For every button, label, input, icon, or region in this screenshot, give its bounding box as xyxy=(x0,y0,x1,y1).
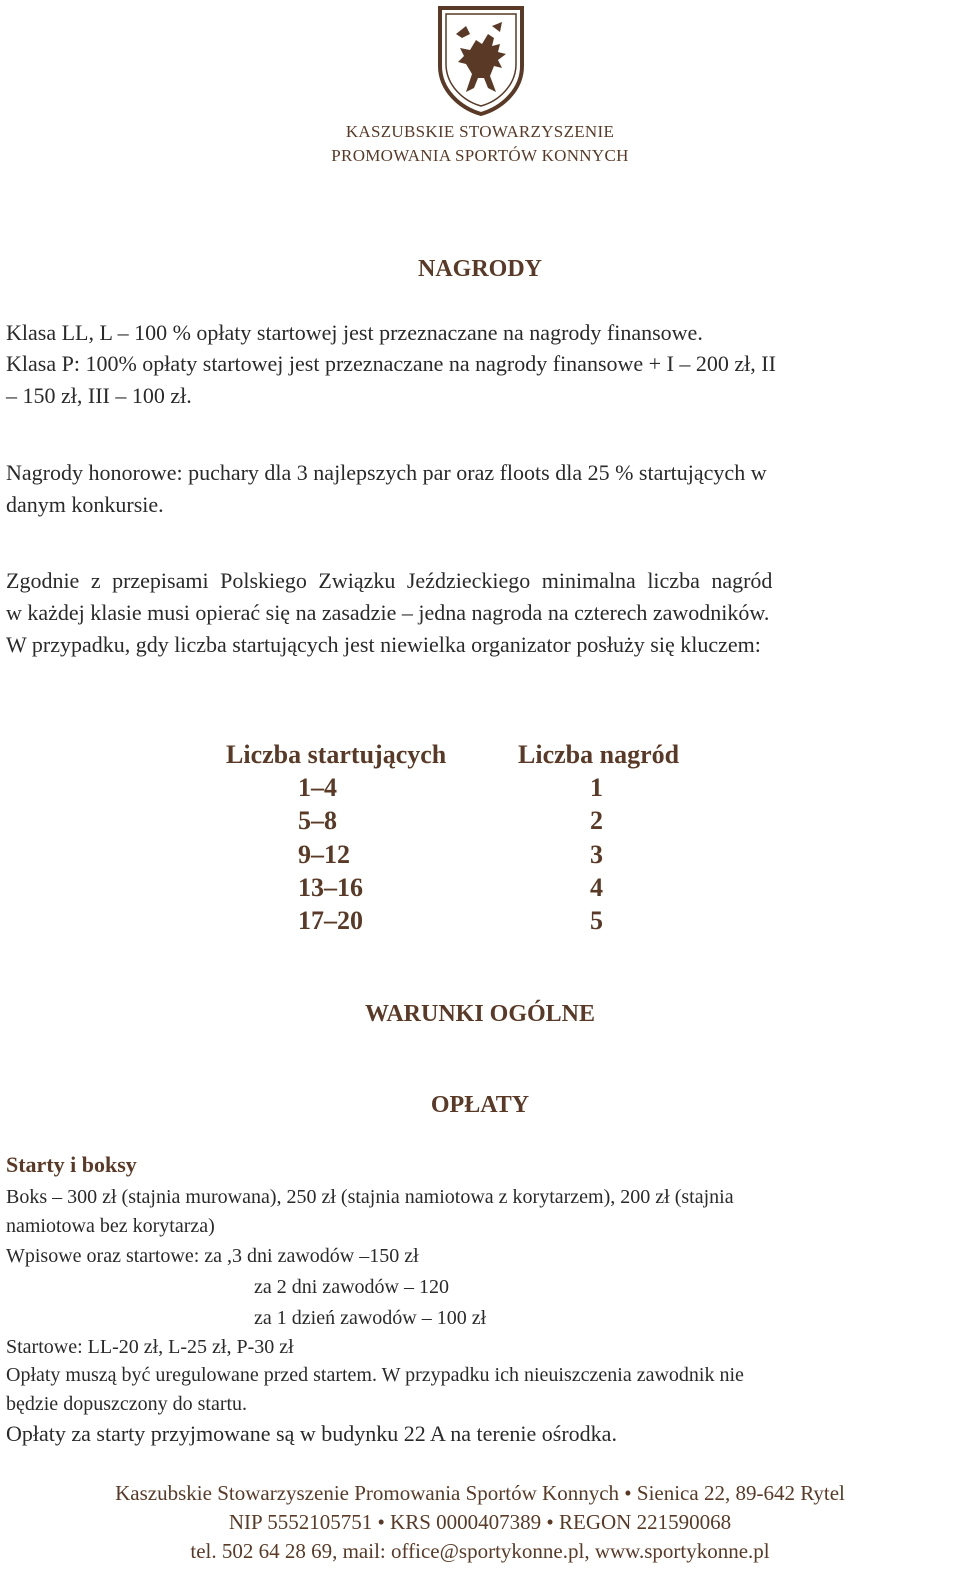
warunki-heading: WARUNKI OGÓLNE xyxy=(364,1001,596,1027)
footer-address: Kaszubskie Stowarzyszenie Promowania Sportów Konnych • Sienica 22, 89-642 Rytel xyxy=(115,1481,845,1505)
org-name-line-1: KASZUBSKIE STOWARZYSZENIE xyxy=(345,122,615,141)
table-row-prizes: 4 xyxy=(590,873,603,902)
griffin-shield-logo xyxy=(436,4,526,116)
payment-line-1: Opłaty muszą być uregulowane przed startem. W przypadku ich nieuiszczenia zawodnik nie xyxy=(6,1364,744,1386)
table-header-prizes: Liczba nagród xyxy=(518,740,680,769)
table-row-starters: 5–8 xyxy=(298,806,337,835)
nagrody-para1-line2: Klasa P: 100% opłaty startowej jest przeznaczane na nagrody finansowe + I – 200 zł, II xyxy=(6,351,776,376)
wpisowe-sub-line-1: za 2 dni zawodów – 120 xyxy=(254,1276,449,1298)
wpisowe-sub-line-2: za 1 dzień zawodów – 100 zł xyxy=(254,1307,487,1329)
nagrody-para3-line3: W przypadku, gdy liczba startujących jest niewielka organizator posłuży się kluczem: xyxy=(6,632,761,657)
nagrody-para2-line1: Nagrody honorowe: puchary dla 3 najlepszych par oraz floots dla 25 % startujących w xyxy=(6,460,767,485)
nagrody-para2-line2: danym konkursie. xyxy=(6,492,164,517)
starty-boksy-subheading: Starty i boksy xyxy=(6,1152,137,1177)
nagrody-heading: NAGRODY xyxy=(418,256,542,282)
payment-place-line: Opłaty za starty przyjmowane są w budynku 22 A na terenie ośrodka. xyxy=(6,1421,617,1446)
org-name-line-2: PROMOWANIA SPORTÓW KONNYCH xyxy=(331,146,629,165)
table-row-prizes: 1 xyxy=(590,773,603,802)
payment-line-2: będzie dopuszczony do startu. xyxy=(6,1393,248,1415)
boks-line-2: namiotowa bez korytarza) xyxy=(6,1215,215,1237)
table-row-starters: 13–16 xyxy=(298,873,363,902)
wpisowe-line: Wpisowe oraz startowe: za ,3 dni zawodów –150 zł xyxy=(6,1245,419,1267)
boks-line-1: Boks – 300 zł (stajnia murowana), 250 zł (stajnia namiotowa z korytarzem), 200 zł (stajnia xyxy=(6,1186,734,1208)
table-row-prizes: 3 xyxy=(590,840,603,869)
table-row-starters: 17–20 xyxy=(298,906,363,935)
nagrody-para1-line3: – 150 zł, III – 100 zł. xyxy=(6,383,192,408)
startowe-line: Startowe: LL-20 zł, L-25 zł, P-30 zł xyxy=(6,1336,294,1358)
table-row-prizes: 2 xyxy=(590,806,603,835)
table-row-prizes: 5 xyxy=(590,906,603,935)
oplaty-heading: OPŁATY xyxy=(430,1092,530,1118)
nagrody-para3-line1: Zgodnie z przepisami Polskiego Związku Jeździeckiego minimalna liczba nagród xyxy=(6,568,773,593)
table-row-starters: 9–12 xyxy=(298,840,350,869)
footer-registration: NIP 5552105751 • KRS 0000407389 • REGON 221590068 xyxy=(228,1510,732,1534)
nagrody-para1-line1: Klasa LL, L – 100 % opłaty startowej jest przeznaczane na nagrody finansowe. xyxy=(6,320,703,345)
footer-contact: tel. 502 64 28 69, mail: office@sportykonne.pl, www.sportykonne.pl xyxy=(190,1539,770,1563)
table-row-starters: 1–4 xyxy=(298,773,337,802)
nagrody-para3-line2: w każdej klasie musi opierać się na zasadzie – jedna nagroda na czterech zawodników. xyxy=(6,600,770,625)
table-header-starters: Liczba startujących xyxy=(226,740,447,769)
